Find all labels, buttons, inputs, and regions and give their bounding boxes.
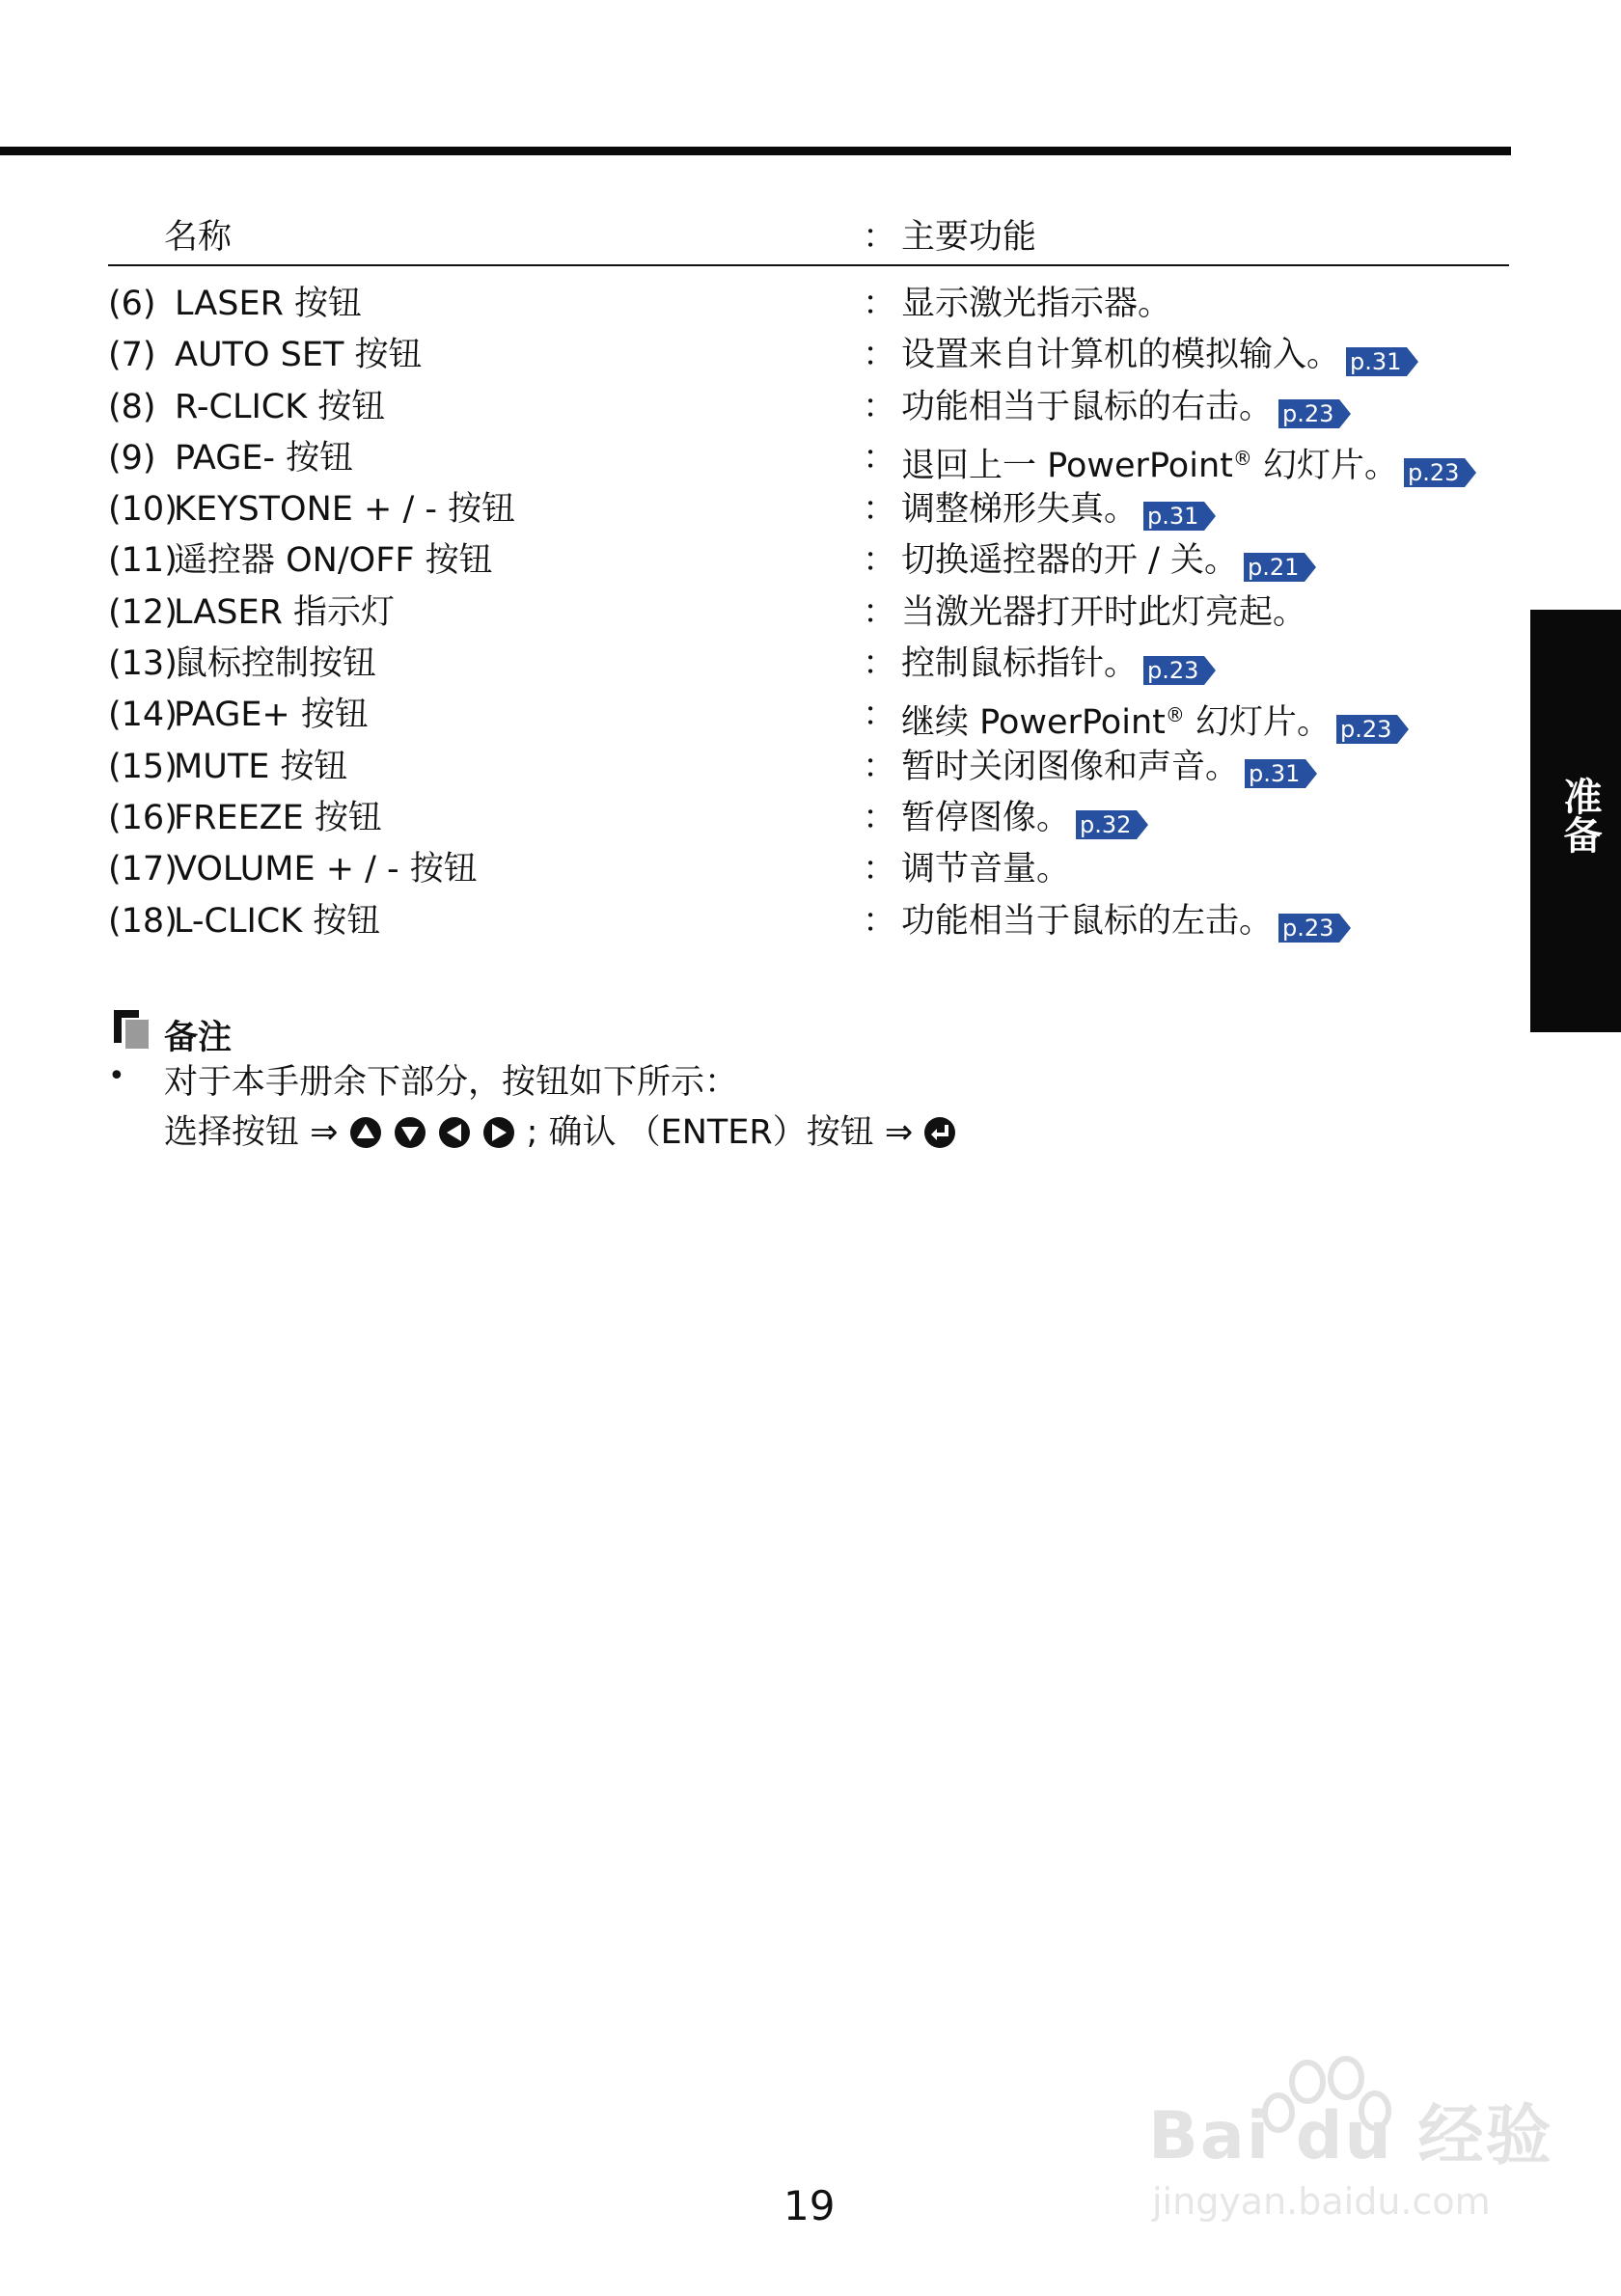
function-text: 控制鼠标指针。 xyxy=(901,644,1139,684)
button-function xyxy=(901,331,1407,379)
watermark-logo-text: Bai du 经验 xyxy=(1148,2098,1553,2174)
table-row xyxy=(108,588,1509,640)
row-colon: ： xyxy=(863,901,897,941)
row-number: (13) xyxy=(108,644,178,684)
button-function xyxy=(901,536,1305,585)
button-function xyxy=(901,794,1137,842)
table-header xyxy=(108,205,1509,266)
button-name: AUTO SET 按钮 xyxy=(175,336,423,375)
up-arrow-button-icon xyxy=(349,1116,382,1149)
section-tab-label: 准备 xyxy=(1557,777,1602,854)
page-reference-link[interactable] xyxy=(1076,810,1137,839)
row-number: (14) xyxy=(108,696,178,735)
button-name: PAGE- 按钮 xyxy=(175,438,354,478)
button-name: LASER 指示灯 xyxy=(174,592,396,632)
function-text: 退回上一 PowerPoint xyxy=(901,446,1233,485)
button-function xyxy=(901,897,1339,945)
table-row xyxy=(108,536,1509,588)
row-colon: ： xyxy=(863,696,897,735)
button-function xyxy=(901,743,1305,791)
table-row xyxy=(108,845,1509,896)
page-reference-link[interactable] xyxy=(1245,759,1305,788)
header-name: 名称 xyxy=(164,218,233,257)
row-number: (12) xyxy=(108,592,178,632)
note-icon xyxy=(114,1010,152,1049)
row-colon: ： xyxy=(863,798,897,837)
table-row xyxy=(108,897,1509,948)
bullet: • xyxy=(108,1059,125,1093)
page-reference-label: p.23 xyxy=(1147,657,1199,685)
function-text-suffix: 幻灯片。 xyxy=(1184,703,1331,743)
header-rule xyxy=(108,264,1509,266)
top-rule xyxy=(0,147,1511,155)
row-number: (8) xyxy=(108,387,156,426)
button-name: 遥控器 ON/OFF 按钮 xyxy=(174,541,493,581)
enter-buttons-label: ; 确认 （ENTER）按钮 ⇒ xyxy=(526,1113,914,1152)
row-colon: ： xyxy=(863,336,897,375)
page-reference-link[interactable] xyxy=(1278,914,1339,943)
table-row xyxy=(108,331,1509,382)
function-text: 暂停图像。 xyxy=(901,798,1071,837)
function-text: 显示激光指示器。 xyxy=(901,285,1172,323)
row-number: (10) xyxy=(108,490,178,530)
enter-button-icon xyxy=(923,1116,956,1149)
page-reference-label: p.23 xyxy=(1408,458,1460,486)
header-colon: ： xyxy=(863,218,897,257)
button-name: VOLUME + / - 按钮 xyxy=(174,850,478,889)
button-name: KEYSTONE + / - 按钮 xyxy=(174,490,516,530)
page-reference-label: p.23 xyxy=(1282,914,1334,942)
function-text: 暂时关闭图像和声音。 xyxy=(901,747,1240,786)
table-row xyxy=(108,794,1509,845)
function-text: 调节音量。 xyxy=(901,850,1071,889)
page-reference-link[interactable] xyxy=(1346,347,1407,376)
note-buttons-line xyxy=(164,1106,968,1154)
row-colon: ： xyxy=(863,850,897,889)
row-number: (6) xyxy=(108,285,156,323)
button-name: LASER 按钮 xyxy=(175,285,363,323)
row-colon: ： xyxy=(863,490,897,530)
note-title: 备注 xyxy=(164,1019,233,1057)
page-reference-link[interactable] xyxy=(1143,656,1204,685)
function-text: 继续 PowerPoint xyxy=(901,703,1166,743)
button-name: MUTE 按钮 xyxy=(174,747,348,786)
function-text-suffix: 幻灯片。 xyxy=(1251,446,1398,485)
function-text: 功能相当于鼠标的左击。 xyxy=(901,901,1274,941)
page-reference-label: p.23 xyxy=(1282,399,1334,427)
row-number: (7) xyxy=(108,336,156,375)
page-reference-link[interactable] xyxy=(1404,458,1465,487)
button-function xyxy=(901,691,1397,747)
registered-mark: ® xyxy=(1165,703,1185,727)
button-function xyxy=(901,485,1204,533)
button-function xyxy=(901,845,1070,893)
function-text: 调整梯形失真。 xyxy=(901,490,1139,530)
right-arrow-button-icon xyxy=(482,1116,515,1149)
row-number: (15) xyxy=(108,747,178,786)
button-name: 鼠标控制按钮 xyxy=(174,644,377,684)
page-reference-label: p.31 xyxy=(1350,348,1402,376)
button-function xyxy=(901,383,1339,431)
page-reference-label: p.21 xyxy=(1248,554,1300,582)
select-buttons-label: 选择按钮 ⇒ xyxy=(164,1113,339,1152)
table-row xyxy=(108,434,1509,485)
page-reference-label: p.32 xyxy=(1080,810,1132,838)
row-colon: ： xyxy=(863,285,897,323)
button-function xyxy=(901,640,1204,688)
button-name: R-CLICK 按钮 xyxy=(175,387,386,426)
function-text: 功能相当于鼠标的右击。 xyxy=(901,387,1274,426)
row-colon: ： xyxy=(863,387,897,426)
page-reference-link[interactable] xyxy=(1143,502,1204,531)
row-number: (11) xyxy=(108,541,178,581)
function-text: 设置来自计算机的模拟输入。 xyxy=(901,336,1341,375)
row-number: (16) xyxy=(108,798,178,837)
row-number: (17) xyxy=(108,850,178,889)
table-row xyxy=(108,743,1509,794)
row-number: (9) xyxy=(108,438,156,478)
header-function: 主要功能 xyxy=(901,218,1037,257)
table-row xyxy=(108,691,1509,742)
watermark-url: jingyan.baidu.com xyxy=(1152,2180,1491,2223)
row-colon: ： xyxy=(863,747,897,786)
function-text: 切换遥控器的开 / 关。 xyxy=(901,541,1239,581)
page-reference-label: p.31 xyxy=(1147,503,1199,531)
page-reference-label: p.31 xyxy=(1249,759,1301,787)
page-reference-link[interactable] xyxy=(1244,553,1305,582)
table-row xyxy=(108,280,1509,331)
page-reference-label: p.23 xyxy=(1340,716,1392,744)
function-text: 当激光器打开时此灯亮起。 xyxy=(901,592,1307,632)
table-row xyxy=(108,383,1509,434)
down-arrow-button-icon xyxy=(394,1116,426,1149)
row-colon: ： xyxy=(863,644,897,684)
table-row xyxy=(108,640,1509,691)
registered-mark: ® xyxy=(1232,446,1252,470)
note-text: 对于本手册余下部分，按钮如下所示： xyxy=(164,1063,739,1102)
left-arrow-button-icon xyxy=(438,1116,471,1149)
table-row xyxy=(108,485,1509,536)
button-function xyxy=(901,434,1465,490)
page-reference-link[interactable] xyxy=(1278,399,1339,428)
button-table xyxy=(108,280,1509,948)
button-name: L-CLICK 按钮 xyxy=(174,901,381,941)
row-colon: ： xyxy=(863,592,897,632)
button-function xyxy=(901,588,1306,637)
page-number: 19 xyxy=(783,2182,836,2229)
button-function xyxy=(901,280,1171,328)
button-name: FREEZE 按钮 xyxy=(174,798,382,837)
button-name: PAGE+ 按钮 xyxy=(174,696,369,735)
page-reference-link[interactable] xyxy=(1336,715,1397,744)
row-colon: ： xyxy=(863,438,897,478)
row-number: (18) xyxy=(108,901,178,941)
row-colon: ： xyxy=(863,541,897,581)
